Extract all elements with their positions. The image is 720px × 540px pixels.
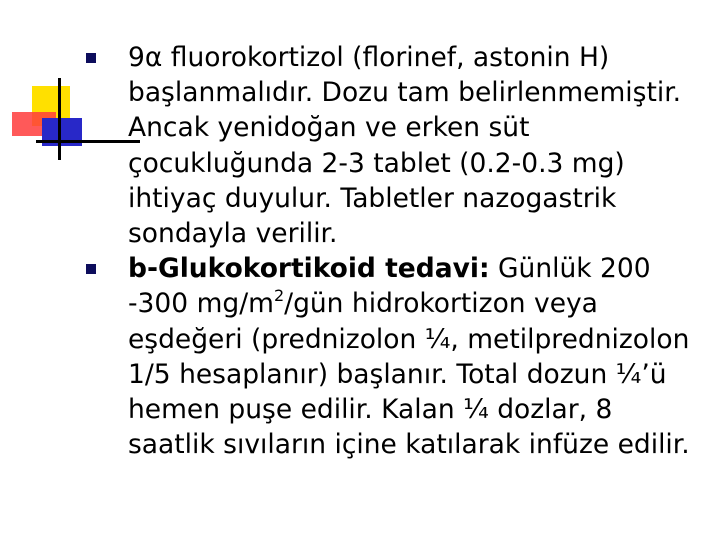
bullet-item-glukokortikoid — [86, 251, 696, 462]
superscript: 2 — [273, 286, 285, 306]
decor-vertical-line — [58, 78, 61, 160]
bullet-text-part-b: /gün hidrokortizon veya eşdeğeri (prednizolon ¼, metilprednizolon 1/5 hesaplanır) başlanır. Total dozun ¼’ü hemen puşe edilir. Kalan ¼ dozlar, 8 saatlik sıvıların içine katılarak infüze edilir. — [128, 288, 690, 461]
bullet-heading: b-Glukokortikoid tedavi: — [128, 253, 490, 285]
square-bullet-icon — [86, 264, 96, 274]
bullet-text-part-a: Günlük 200 -300 mg/m — [128, 253, 651, 320]
bullet-item-florinef — [86, 40, 696, 251]
bullet-text: 9α fluorokortizol (florinef, astonin H) başlanmalıdır. Dozu tam belirlenmemiştir. Ancak yenidoğan ve erken süt çocukluğunda 2-3 tablet (0.2-0.3 mg) ihtiyaç duyulur. Tabletler nazogastrik sondayla verilir. — [128, 42, 682, 250]
square-bullet-icon — [86, 53, 96, 63]
slide-body — [86, 40, 696, 462]
